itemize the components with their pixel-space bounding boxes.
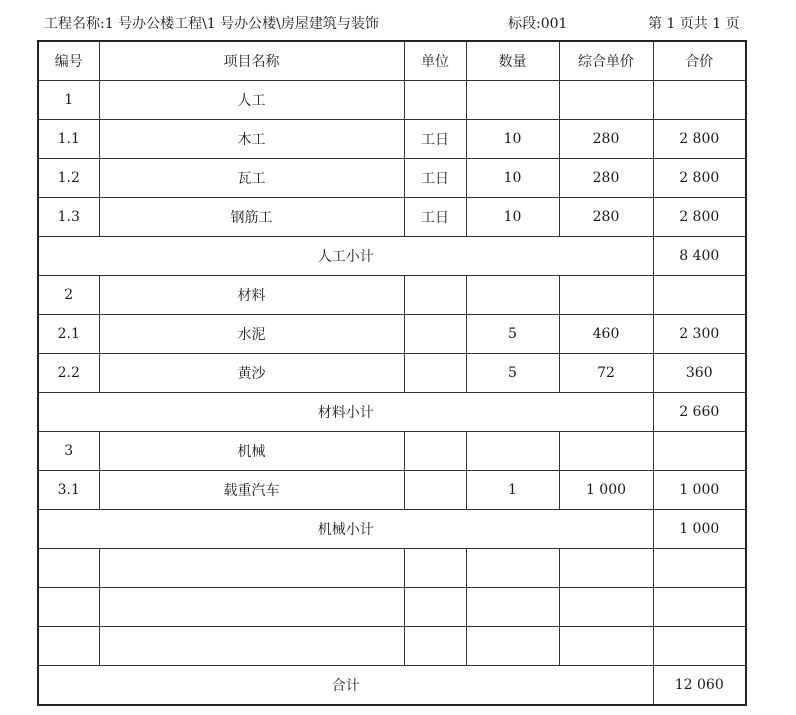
cell-total — [653, 432, 746, 471]
cell-name: 载重汽车 — [99, 471, 404, 510]
cell-total: 1 000 — [653, 471, 746, 510]
table-row — [38, 588, 746, 627]
cell-total: 360 — [653, 354, 746, 393]
table-row — [38, 549, 746, 588]
cell-name: 瓦工 — [99, 159, 404, 198]
cost-table — [37, 40, 747, 706]
cell-no — [38, 588, 99, 627]
cell-qty: 10 — [466, 120, 559, 159]
cell-unit — [404, 354, 466, 393]
cell-total: 2 300 — [653, 315, 746, 354]
cell-no: 1.1 — [38, 120, 99, 159]
page-indicator: 第 1 页共 1 页 — [648, 16, 740, 32]
subtotal-row — [38, 666, 746, 706]
col-header-unit: 单位 — [404, 41, 466, 81]
project-name: 工程名称:1 号办公楼工程\1 号办公楼\房屋建筑与装饰 — [44, 16, 379, 32]
subtotal-label: 人工小计 — [38, 237, 653, 276]
cell-unit: 工日 — [404, 198, 466, 237]
cell-qty: 1 — [466, 471, 559, 510]
table-row — [38, 120, 746, 159]
cell-qty: 10 — [466, 198, 559, 237]
cell-no: 3.1 — [38, 471, 99, 510]
cell-no — [38, 627, 99, 666]
cell-unit — [404, 81, 466, 120]
cell-no: 1 — [38, 81, 99, 120]
table-row — [38, 315, 746, 354]
table-row — [38, 276, 746, 315]
cell-unit-price: 280 — [559, 159, 653, 198]
document-header — [0, 0, 796, 40]
cell-no: 1.3 — [38, 198, 99, 237]
cell-qty — [466, 549, 559, 588]
table-body — [38, 81, 746, 706]
cell-unit: 工日 — [404, 120, 466, 159]
cell-unit-price: 1 000 — [559, 471, 653, 510]
subtotal-row — [38, 393, 746, 432]
cell-unit — [404, 588, 466, 627]
cell-no: 2.2 — [38, 354, 99, 393]
cell-unit — [404, 549, 466, 588]
subtotal-row — [38, 237, 746, 276]
cell-name: 材料 — [99, 276, 404, 315]
col-header-no: 编号 — [38, 41, 99, 81]
cell-total: 2 800 — [653, 120, 746, 159]
cell-no: 2.1 — [38, 315, 99, 354]
cell-qty — [466, 627, 559, 666]
cell-unit — [404, 315, 466, 354]
cell-unit-price — [559, 627, 653, 666]
table-row — [38, 159, 746, 198]
cell-total: 2 800 — [653, 198, 746, 237]
cell-unit-price — [559, 276, 653, 315]
cell-unit — [404, 276, 466, 315]
cell-unit — [404, 627, 466, 666]
cell-unit-price — [559, 81, 653, 120]
cell-no: 3 — [38, 432, 99, 471]
cell-name: 木工 — [99, 120, 404, 159]
cell-no: 2 — [38, 276, 99, 315]
cell-qty: 10 — [466, 159, 559, 198]
table-row — [38, 471, 746, 510]
subtotal-label: 合计 — [38, 666, 653, 706]
cell-no: 1.2 — [38, 159, 99, 198]
cell-total — [653, 549, 746, 588]
cell-qty — [466, 81, 559, 120]
cell-unit-price: 280 — [559, 198, 653, 237]
table-header-row — [38, 41, 746, 81]
cell-total — [653, 81, 746, 120]
col-header-qty: 数量 — [466, 41, 559, 81]
cell-name: 钢筋工 — [99, 198, 404, 237]
cell-name: 人工 — [99, 81, 404, 120]
cell-qty — [466, 588, 559, 627]
cell-qty — [466, 276, 559, 315]
subtotal-amount: 1 000 — [653, 510, 746, 549]
cell-name — [99, 549, 404, 588]
table-row — [38, 627, 746, 666]
cell-total — [653, 627, 746, 666]
cell-no — [38, 549, 99, 588]
section-number: 标段:001 — [508, 16, 568, 32]
table-row — [38, 198, 746, 237]
cell-name: 黄沙 — [99, 354, 404, 393]
cell-qty: 5 — [466, 315, 559, 354]
cell-unit — [404, 432, 466, 471]
subtotal-amount: 8 400 — [653, 237, 746, 276]
cell-unit-price — [559, 588, 653, 627]
subtotal-amount: 12 060 — [653, 666, 746, 706]
cell-name: 水泥 — [99, 315, 404, 354]
cell-unit-price: 460 — [559, 315, 653, 354]
subtotal-label: 机械小计 — [38, 510, 653, 549]
cell-name: 机械 — [99, 432, 404, 471]
cell-qty — [466, 432, 559, 471]
table-row — [38, 81, 746, 120]
cell-total: 2 800 — [653, 159, 746, 198]
cell-unit-price: 72 — [559, 354, 653, 393]
cell-unit-price: 280 — [559, 120, 653, 159]
cell-unit — [404, 471, 466, 510]
subtotal-amount: 2 660 — [653, 393, 746, 432]
cell-unit-price — [559, 432, 653, 471]
cell-total — [653, 588, 746, 627]
col-header-name: 项目名称 — [99, 41, 404, 81]
cell-name — [99, 588, 404, 627]
subtotal-row — [38, 510, 746, 549]
subtotal-label: 材料小计 — [38, 393, 653, 432]
cell-name — [99, 627, 404, 666]
cell-qty: 5 — [466, 354, 559, 393]
cell-unit-price — [559, 549, 653, 588]
table-row — [38, 432, 746, 471]
cell-total — [653, 276, 746, 315]
col-header-unit-price: 综合单价 — [559, 41, 653, 81]
col-header-total: 合价 — [653, 41, 746, 81]
table-row — [38, 354, 746, 393]
cell-unit: 工日 — [404, 159, 466, 198]
